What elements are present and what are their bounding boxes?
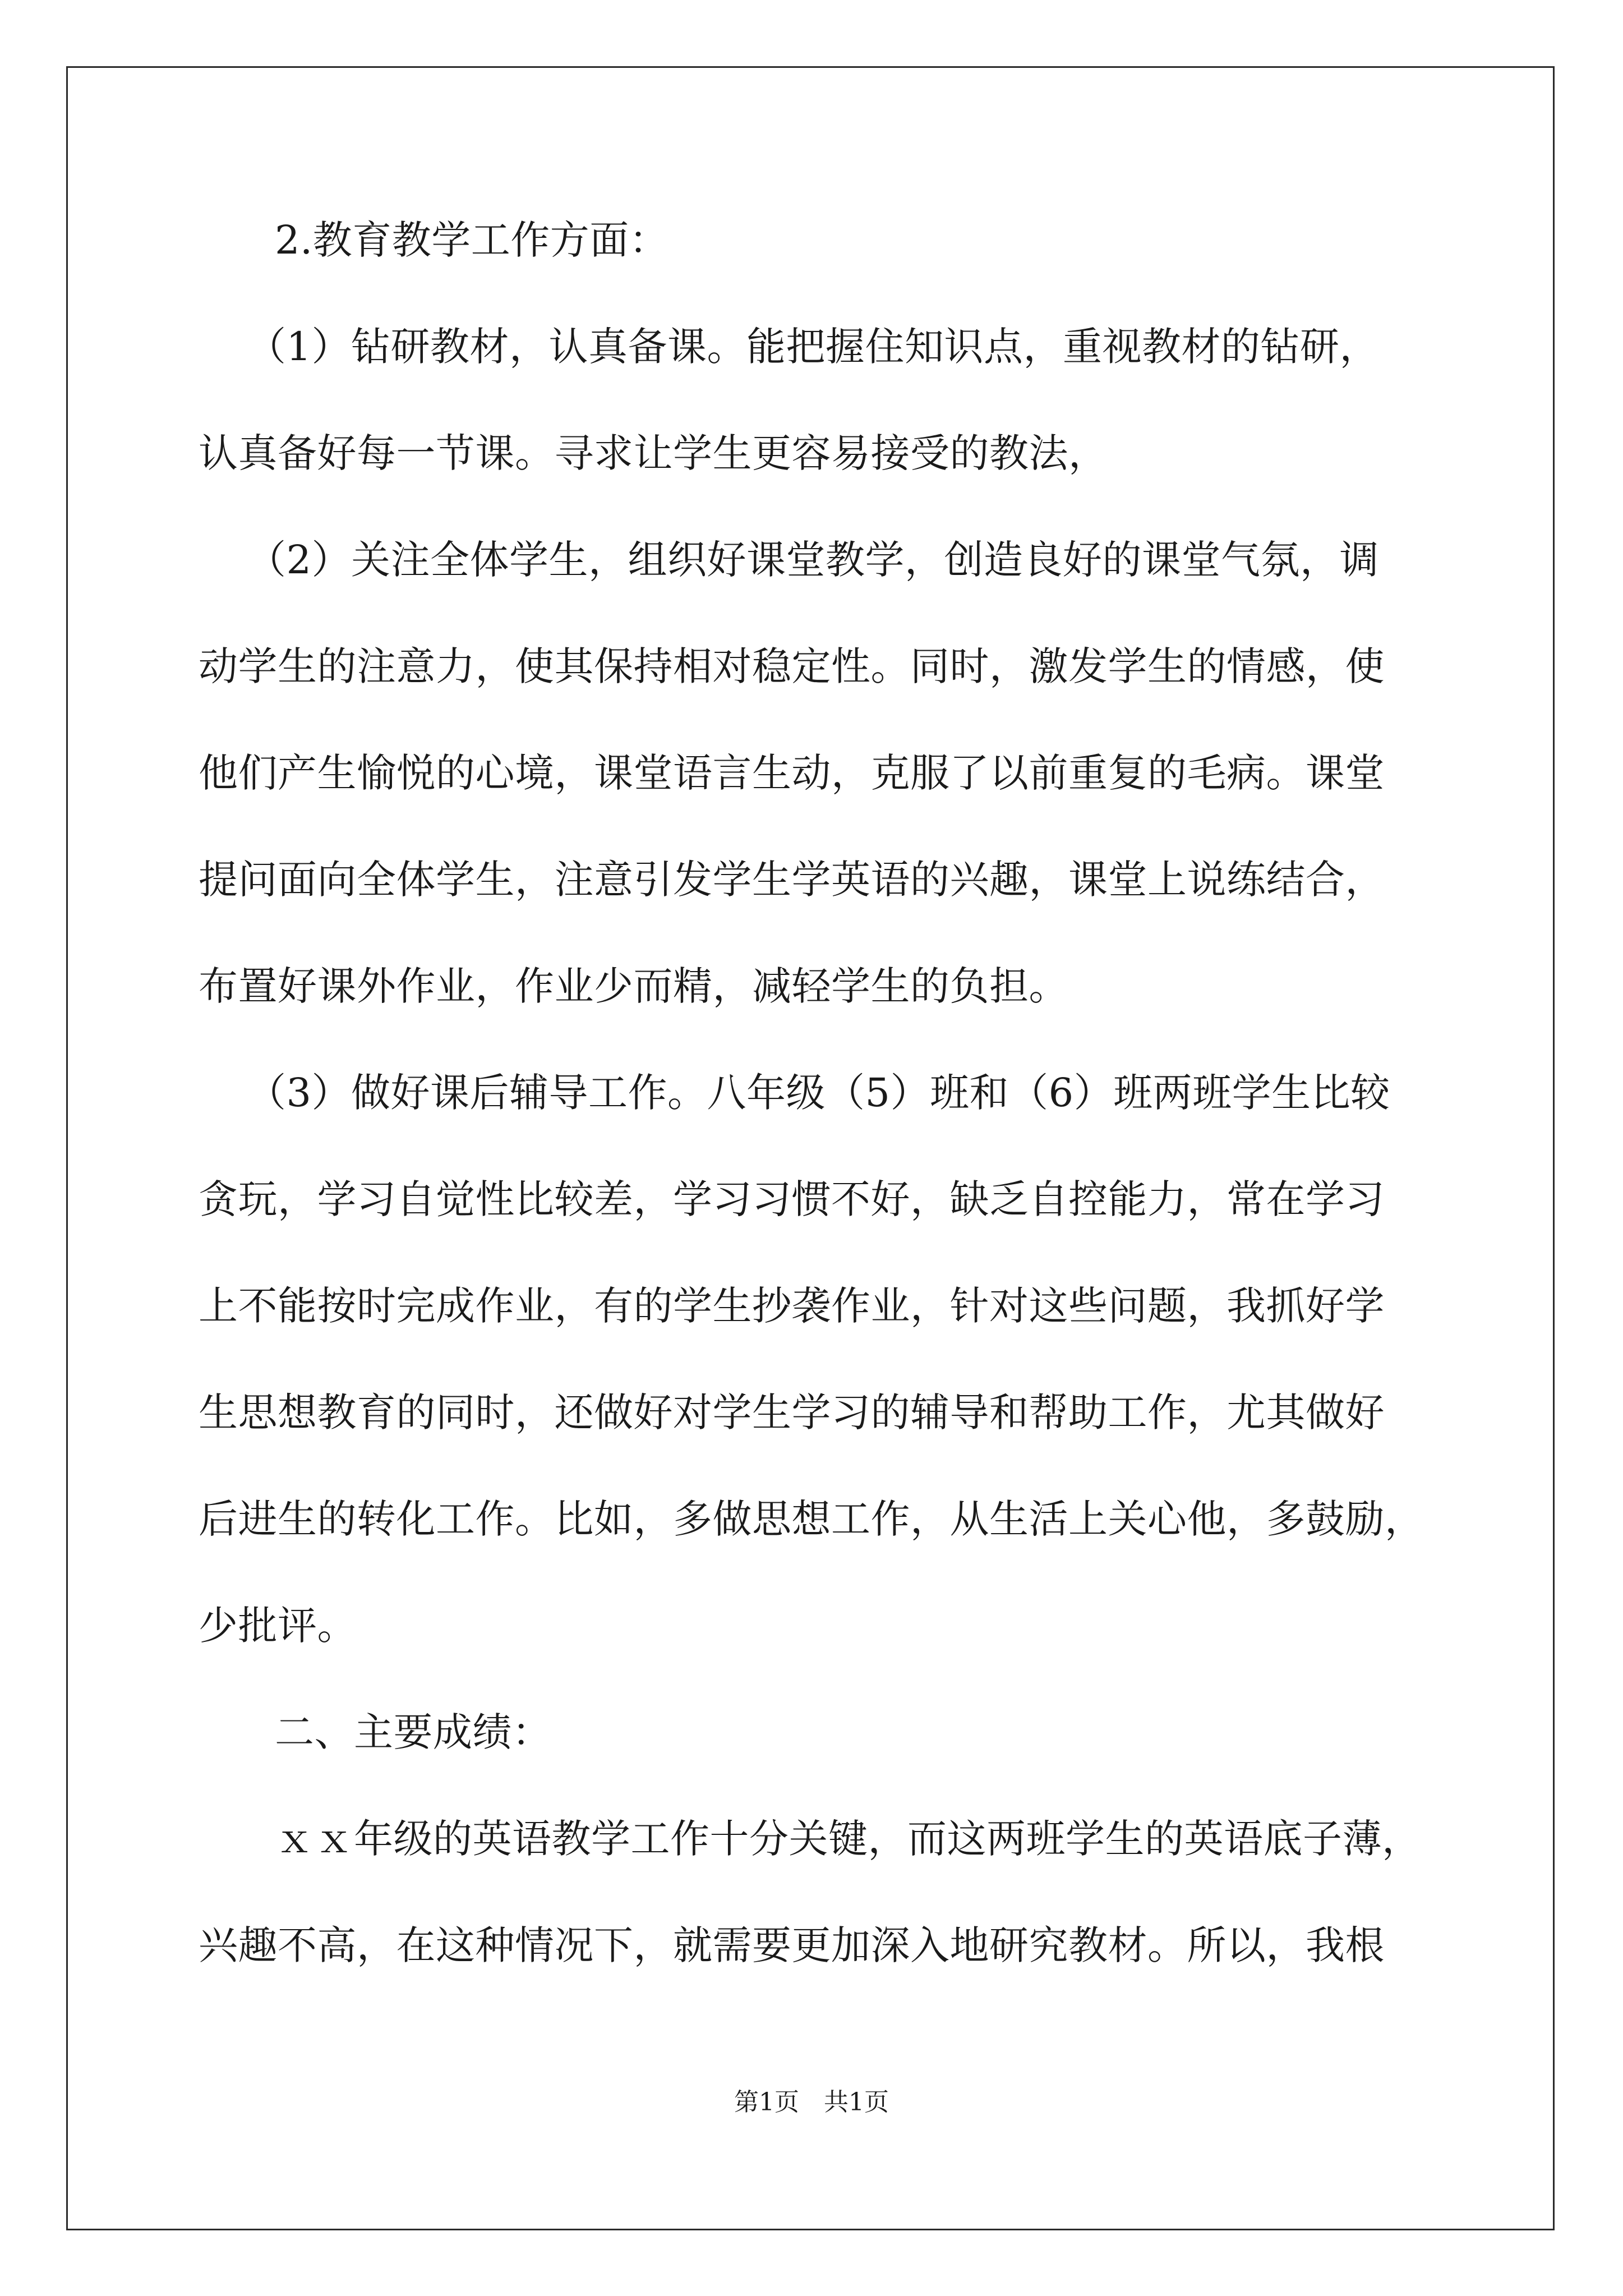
paragraph-line: 少批评。 (199, 1603, 357, 1649)
heading-main-achievements: 二、主要成绩： (275, 1709, 552, 1755)
paragraph-line: （3）做好课后辅导工作。八年级（5）班和（6）班两班学生比较 (247, 1070, 1390, 1116)
heading-teaching-work: 2.教育教学工作方面： (275, 217, 669, 263)
paragraph-line: 生思想教育的同时，还做好对学生学习的辅导和帮助工作，尤其做好 (199, 1389, 1385, 1435)
paragraph-line: 认真备好每一节课。寻求让学生更容易接受的教法， (199, 430, 1108, 476)
paragraph-line: 动学生的注意力，使其保持相对稳定性。同时，激发学生的情感，使 (199, 643, 1385, 689)
page-number-footer: 第1页 共1页 (734, 2088, 889, 2116)
paragraph-line: 贪玩，学习自觉性比较差，学习习惯不好，缺乏自控能力，常在学习 (199, 1176, 1385, 1222)
paragraph-line: 后进生的转化工作。比如，多做思想工作，从生活上关心他，多鼓励， (199, 1496, 1424, 1542)
paragraph-line: 提问面向全体学生，注意引发学生学英语的兴趣，课堂上说练结合， (199, 857, 1385, 903)
document-body (199, 213, 1430, 2025)
paragraph-line: （1）钻研教材，认真备课。能把握住知识点，重视教材的钻研， (247, 324, 1380, 370)
paragraph-line: 兴趣不高，在这种情况下，就需要更加深入地研究教材。所以，我根 (199, 1922, 1385, 1968)
paragraph-line: 布置好课外作业，作业少而精，减轻学生的负担。 (199, 963, 1068, 1009)
paragraph-line: ｘｘ年级的英语教学工作十分关键，而这两班学生的英语底子薄， (275, 1816, 1422, 1862)
paragraph-line: 上不能按时完成作业，有的学生抄袭作业，针对这些问题，我抓好学 (199, 1283, 1385, 1329)
paragraph-line: （2）关注全体学生，组织好课堂教学，创造良好的课堂气氛，调 (247, 537, 1380, 583)
paragraph-line: 他们产生愉悦的心境，课堂语言生动，克服了以前重复的毛病。课堂 (199, 750, 1385, 796)
